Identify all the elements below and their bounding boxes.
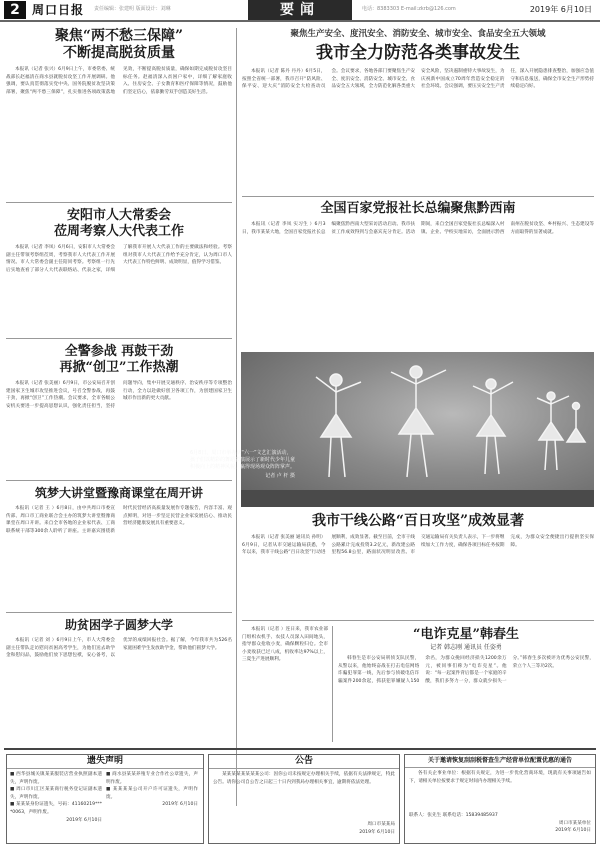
lost-date: 2019年 6月10日 (66, 817, 102, 823)
masthead (0, 0, 600, 22)
page-number: 2 (4, 1, 26, 19)
section-title: 要闻 (248, 0, 352, 20)
article-electric-terminator[interactable] (338, 626, 594, 741)
article-wheat-harvest: 本报讯（记者 ）连日来，我市农业部门组织农机手、农技人员深入田间地头，指导群众抢收小麦，确保颗粒归仓。全市小麦收获已过八成，机收率达97%以上，三夏生产进展顺利。 (242, 627, 328, 663)
article-students[interactable] (6, 618, 232, 735)
lost-item: ■ 商水县某某养殖专业合作社公章遗失，声明作废。 (106, 772, 198, 785)
divider (6, 338, 232, 339)
article-body: 本报讯（记者 李凤 实习生 ）6月3日，我市某某大地，全国百家党报社长总编聚焦黔西南大型采访活动启动。我市扶贫工作成效得到与会嘉宾充分肯定。活动期间，来自全国百家党报社长总编深入村镇、企业、学校实地采访，全面展示黔西南州在脱贫攻坚、乡村振兴、生态建设等方面取得的显著成就。 (242, 222, 594, 235)
article-npc-inspection[interactable] (6, 208, 232, 342)
headline: 全国百家党报社长总编聚焦黔西南 (320, 201, 516, 216)
paper-name: 周口日报 (32, 3, 85, 17)
column-divider (236, 28, 237, 806)
article-body: 本报讯（记者 李凤）6月6日，安阳市人大常委会副主任带领考察组莅周，考察我市人大代表工作开展情况。市人大常委会副主任陪同考察。考察组一行先后实地查看了部分人大代表联络站、代表之家，详细了解我市开展人大代表工作的主要做法和经验。考察组对我市人大代表工作给予充分肯定，认为周口市人大代表工作特色鲜明、成效明显，值得学习借鉴。 (6, 245, 232, 273)
article-classroom[interactable] (6, 486, 232, 609)
kicker: 聚焦生产安全、度汛安全、消防安全、城市安全、食品安全五大领域 (290, 29, 546, 39)
byline: 记者 韩志刚 通讯员 任姿勇 (430, 644, 502, 651)
divider (6, 612, 232, 613)
photo-caption (190, 450, 295, 502)
article-body: 本报讯（记者 陈丹 丹丹）6月5日，按照全省统一部署，我市召开“防风险、保平安、迎大庆”消防安全大检查动员会。会议要求，各地各部门要聚焦生产安全、度汛安全、消防安全、城市安全、食品安全五大领域，全力防范化解各类重大安全风险，坚决遏制重特大事故发生，为庆祝新中国成立70周年营造安全稳定的社会环境。会议强调，要压实安全生产责任，深入开展隐患排查整治，加强应急值守和信息报送，确保全市安全生产形势持续稳定向好。 (242, 69, 594, 90)
issue-date: 2019年 6月10日 (529, 5, 592, 14)
headline-line2: 不断提高脱贫质量 (63, 45, 175, 61)
public-notice-body: 某某某某某某某某公司：因你公司未按规定办理相关手续，依据有关法律规定，特此公告。请你公司自公告之日起三十日内到我局办理相关事宜，逾期将依法处理。 (213, 772, 395, 785)
lost-notice-title: 遗失声明 (7, 755, 203, 769)
lost-item: ■ 西华县城关镇某某服装店营业执照副本遗失，声明作废。 (10, 772, 102, 785)
article-body: 本报讯（记者 王 ）6月8日，由中共周口市委宣传部、周口市工商业联合会主办的筑梦大讲堂暨豫商课堂在周口开讲。来自全市各地的企业家代表、工商联系统干部等300余人聆听了讲座。主讲嘉宾围绕新时代民营经济高质量发展作专题报告，内容丰富、观点鲜明，对进一步坚定民营企业家发展信心、推动民营经济健康发展具有重要意义。 (6, 506, 232, 534)
ad-date: 2019年 6月10日 (555, 828, 591, 834)
article-poverty-forum[interactable] (242, 200, 594, 349)
headline-line1: 安阳市人大常委会 (66, 208, 171, 223)
public-notice-sign: 周口市某某局 (367, 822, 395, 827)
lost-items-left (10, 771, 102, 839)
lost-item: ■ 某某某身份证遗失，号码：41160219****0063，声明作废。 (10, 802, 102, 815)
lost-item: ■ 某某某某公司开户许可证遗失，声明作废。 (106, 787, 198, 800)
lost-notice-box (6, 754, 204, 844)
article-three-no-worries[interactable] (6, 28, 232, 188)
headline-line1: 全警参战 再鼓干劲 (64, 344, 174, 359)
ad-notice-title: 关于邀请恢复刮刮税督查生产经营单位配置优惠的通告 (405, 755, 595, 768)
article-road-battle[interactable] (242, 512, 594, 616)
public-notice-date: 2019年 6月10日 (359, 829, 395, 835)
public-notice-box (208, 754, 400, 844)
article-body: 本报讯（记者 张兴）6月9日上午，市委常委、统战部长赵福清在商水县就脱贫攻坚工作开展调研。他强调，要认真贯彻落实党中央、国务院脱贫攻坚决策部署，聚焦“两不愁三保障”，扎实推进各项政策落地见效，不断提高脱贫质量，确保如期完成脱贫攻坚目标任务。赵福清深入贫困户家中，详细了解家庭收入、住房安全、子女教育和医疗保障等情况，鼓励他们坚定信心，依靠勤劳双手创造美好生活。 (6, 67, 232, 95)
editor-info: 责任编辑：张建明 版面设计：刘琳 (94, 6, 171, 12)
divider (242, 196, 594, 197)
headline-line2: 莅周考察人大代表工作 (53, 224, 184, 239)
photo-credit: 记者 卢 杆 摄 (265, 473, 295, 479)
divider (242, 620, 594, 621)
article-body: 韩春生是市公安局刑侦支队民警，从警以来，他始终奋战在打击电信网络诈骗犯罪第一线，先后参与侦破电信诈骗案件200余起，抓获犯罪嫌疑人150余名，为群众挽回经济损失1200余万元，被同事们称为“电诈克星”。他说：“每一起案件背后都是一个家庭的辛酸，我们多努力一分，群众就少损失一分。”韩春生多次被评为优秀公安民警，荣立个人三等功2次。 (338, 656, 594, 684)
article-body: 本报讯（记者 张美丽 通讯员 孙明）6月9日，记者从市交通运输局获悉，今年以来，我市干线公路“百日攻坚”行动进展顺利，成效显著。截至目前，全市干线公路累计完成投资3.2亿元，新改建公路里程56.8公里，路面状况明显改善。市交通运输局有关负责人表示，下一步将继续加大工作力度，确保各项目标任务按期完成，为群众安全便捷出行提供坚实保障。 (242, 535, 594, 556)
column-divider (332, 626, 333, 742)
ad-contact: 联系人：张先生 联系电话：15839485937 (409, 813, 498, 818)
article-safety-main[interactable] (242, 28, 594, 180)
headline-line1: 聚焦“两不愁三保障” (54, 28, 184, 44)
headline: “电诈克星”韩春生 (413, 627, 519, 642)
headline: 我市全力防范各类事故发生 (316, 43, 520, 63)
article-body: 本报讯（记者 刘 ）6月9日上午，市人大常委会副主任带队走访慰问贫困高考学生，为他们送去助学金和慰问品，鼓励他们放下思想包袱，安心备考，以优异的成绩回报社会。据了解，今年我市共为526名家庭困难学生发放助学金，帮助他们圆梦大学。 (6, 638, 232, 659)
ad-notice-box (404, 754, 596, 844)
lost-date: 2019年 6月10日 (162, 802, 198, 808)
headline: 筑梦大讲堂暨豫商课堂在周开讲 (34, 486, 203, 500)
headline-line2: 再掀“创卫”工作热潮 (59, 360, 179, 375)
divider (6, 202, 232, 203)
ad-notice-body: 各有关企事业单位：根据有关规定，为进一步优化营商环境，现就有关事项通告如下，请相关单位按要求于规定时间内办理相关手续。 (409, 771, 591, 784)
public-notice-title: 公告 (209, 755, 399, 769)
lost-items-right (106, 771, 198, 839)
article-body: 本报讯（记者 张美丽）6月9日，市公安局召开创建国家卫生城市攻坚推进会议，号召全警参战，再鼓干劲，再掀“创卫”工作热潮。会议要求，全市各级公安机关要进一步提高思想认识，强化责任担当，坚持问题导向，集中开展交通秩序、治安秩序等专项整治行动，全力以赴做好创卫各项工作，为创建国家卫生城市作出新的更大贡献。 (6, 381, 232, 409)
caption-text: 6月8日，周口市举办庆“六一”文艺汇演活动，孩子们以精彩的舞蹈表演展示了新时代少年儿童积极向上的精神风貌，赢得现场观众阵阵掌声。 (190, 450, 296, 470)
bottom-divider (4, 748, 596, 750)
ad-sign: 周口市某某单位 (558, 820, 591, 826)
contact-info: 电话：8383303 E-mail:zkrb@126.com (362, 6, 456, 12)
headline: 助贫困学子圆梦大学 (64, 618, 173, 632)
lost-item: ■ 周口市川汇区某某商行税务登记证副本遗失，声明作废。 (10, 787, 102, 800)
headline: 我市干线公路“百日攻坚”成效显著 (311, 513, 525, 529)
